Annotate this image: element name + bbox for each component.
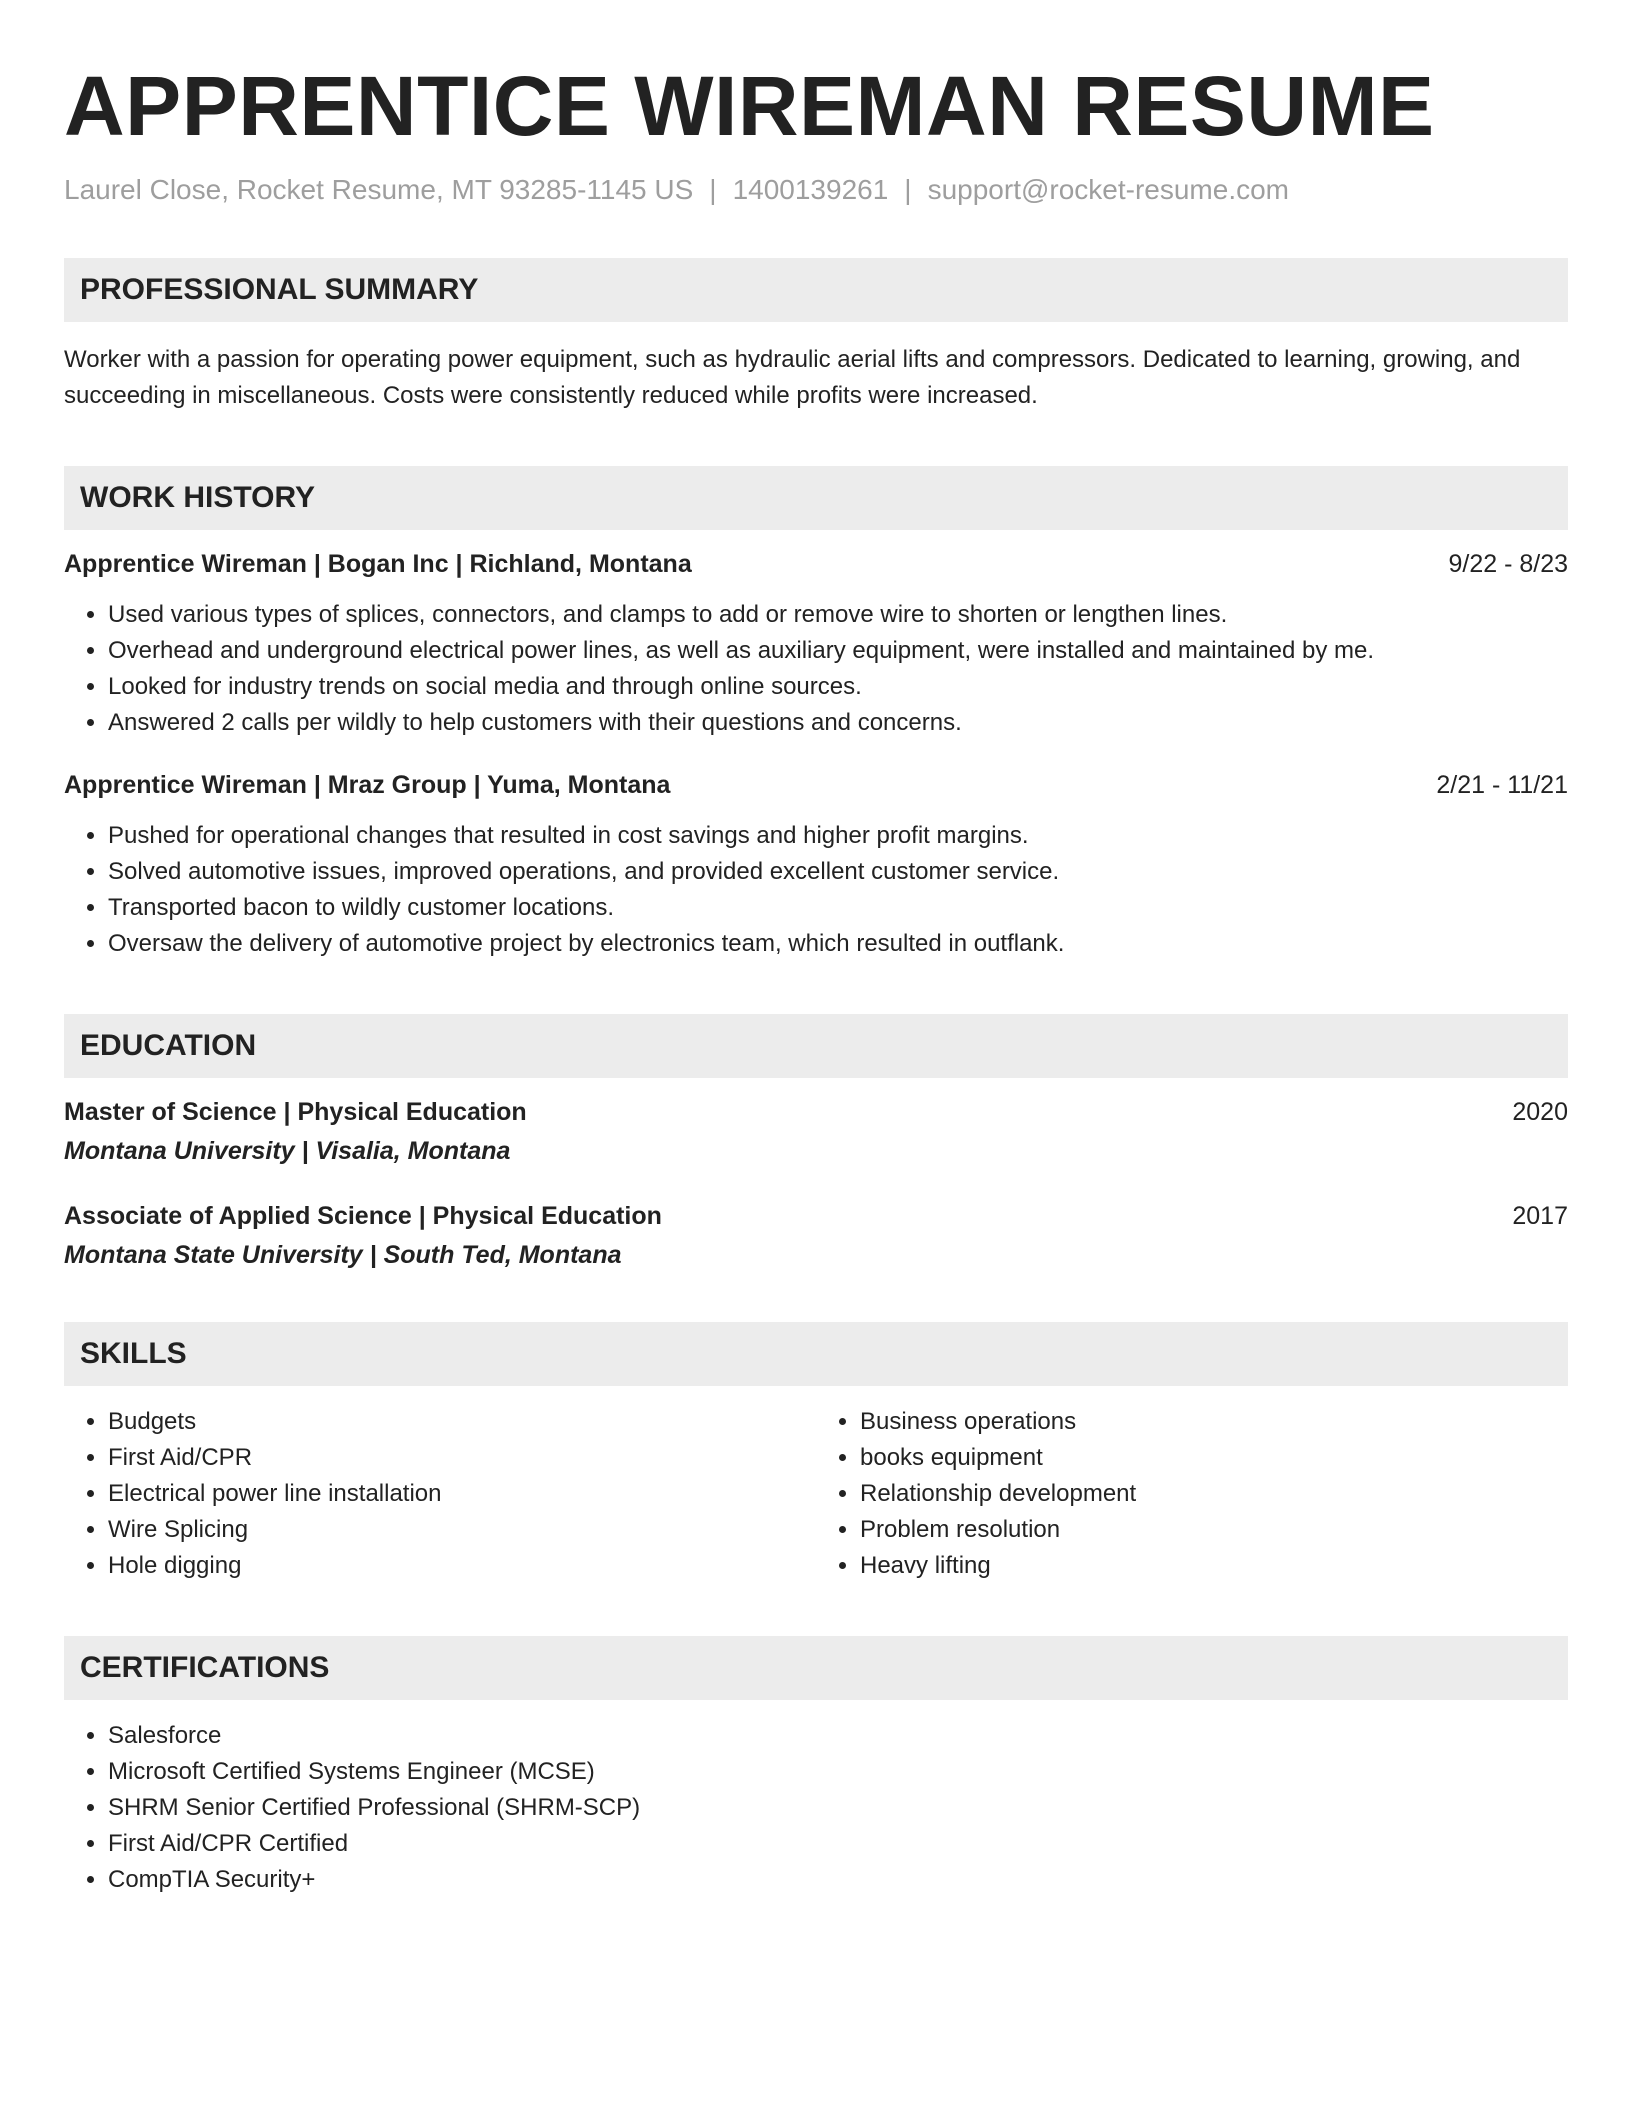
section-heading-work-history: WORK HISTORY	[64, 466, 1568, 530]
job-title: Apprentice Wireman | Mraz Group | Yuma, Montana	[64, 771, 671, 800]
skill-item: • Heavy lifting	[860, 1548, 1568, 1584]
section-heading-skills: SKILLS	[64, 1322, 1568, 1386]
skill-item: • Problem resolution	[860, 1512, 1568, 1548]
job-header	[64, 550, 1568, 579]
certification-item: • First Aid/CPR Certified	[108, 1826, 1568, 1862]
section-heading-summary: PROFESSIONAL SUMMARY	[64, 258, 1568, 322]
contact-separator: |	[904, 173, 912, 205]
job-bullet: • Solved automotive issues, improved operations, and provided excellent customer service.	[108, 854, 1568, 890]
job-bullet: • Oversaw the delivery of automotive project by electronics team, which resulted in outflank.	[108, 926, 1568, 962]
education-header	[64, 1202, 1568, 1231]
job-header	[64, 771, 1568, 800]
skill-item: • Hole digging	[108, 1548, 816, 1584]
certification-list	[64, 1718, 1568, 1898]
section-heading-education: EDUCATION	[64, 1014, 1568, 1078]
resume-title: APPRENTICE WIREMAN RESUME	[64, 59, 1435, 153]
certification-item: • Salesforce	[108, 1718, 1568, 1754]
contact-email: support@rocket-resume.com	[927, 173, 1290, 205]
job-bullet: • Looked for industry trends on social media and through online sources.	[108, 669, 1568, 705]
education-degree: Master of Science | Physical Education	[64, 1098, 527, 1127]
education-degree: Associate of Applied Science | Physical Education	[64, 1202, 662, 1231]
skills-column-right	[816, 1404, 1568, 1584]
education-school: Montana University | Visalia, Montana	[64, 1137, 511, 1166]
job-dates: 9/22 - 8/23	[1448, 550, 1568, 579]
job-dates: 2/21 - 11/21	[1436, 771, 1568, 800]
job-bullet: • Used various types of splices, connectors, and clamps to add or remove wire to shorten or lengthen lines.	[108, 597, 1568, 633]
contact-address: Laurel Close, Rocket Resume, MT 93285-1145 US	[64, 173, 694, 205]
certification-item: • CompTIA Security+	[108, 1862, 1568, 1898]
education-year: 2020	[1512, 1098, 1568, 1127]
contact-separator: |	[709, 173, 717, 205]
skill-item: • Relationship development	[860, 1476, 1568, 1512]
job-bullet: • Overhead and underground electrical power lines, as well as auxiliary equipment, were installed and maintained by me.	[108, 633, 1568, 669]
skill-item: • Electrical power line installation	[108, 1476, 816, 1512]
contact-phone: 1400139261	[732, 173, 889, 205]
skill-item: • Business operations	[860, 1404, 1568, 1440]
skill-item: • Budgets	[108, 1404, 816, 1440]
section-heading-certifications: CERTIFICATIONS	[64, 1636, 1568, 1700]
summary-text: Worker with a passion for operating power equipment, such as hydraulic aerial lifts and compressors. Dedicated to learning, growing, and succeeding in miscellaneous. Costs were consistently reduced while profits were increased.	[64, 346, 1521, 410]
contact-line	[64, 173, 1568, 207]
skills-column-left	[64, 1404, 816, 1584]
certification-item: • SHRM Senior Certified Professional (SHRM-SCP)	[108, 1790, 1568, 1826]
education-school: Montana State University | South Ted, Montana	[64, 1241, 622, 1270]
job-bullet: • Pushed for operational changes that resulted in cost savings and higher profit margins.	[108, 818, 1568, 854]
skill-item: • books equipment	[860, 1440, 1568, 1476]
education-header	[64, 1098, 1568, 1127]
education-year: 2017	[1512, 1202, 1568, 1231]
certification-item: • Microsoft Certified Systems Engineer (MCSE)	[108, 1754, 1568, 1790]
job-title: Apprentice Wireman | Bogan Inc | Richland, Montana	[64, 550, 692, 579]
skills-columns	[64, 1404, 1568, 1584]
job-bullets	[64, 818, 1568, 962]
skill-item: • Wire Splicing	[108, 1512, 816, 1548]
job-bullet: • Answered 2 calls per wildly to help customers with their questions and concerns.	[108, 705, 1568, 741]
job-bullets	[64, 597, 1568, 741]
skill-item: • First Aid/CPR	[108, 1440, 816, 1476]
job-bullet: • Transported bacon to wildly customer locations.	[108, 890, 1568, 926]
